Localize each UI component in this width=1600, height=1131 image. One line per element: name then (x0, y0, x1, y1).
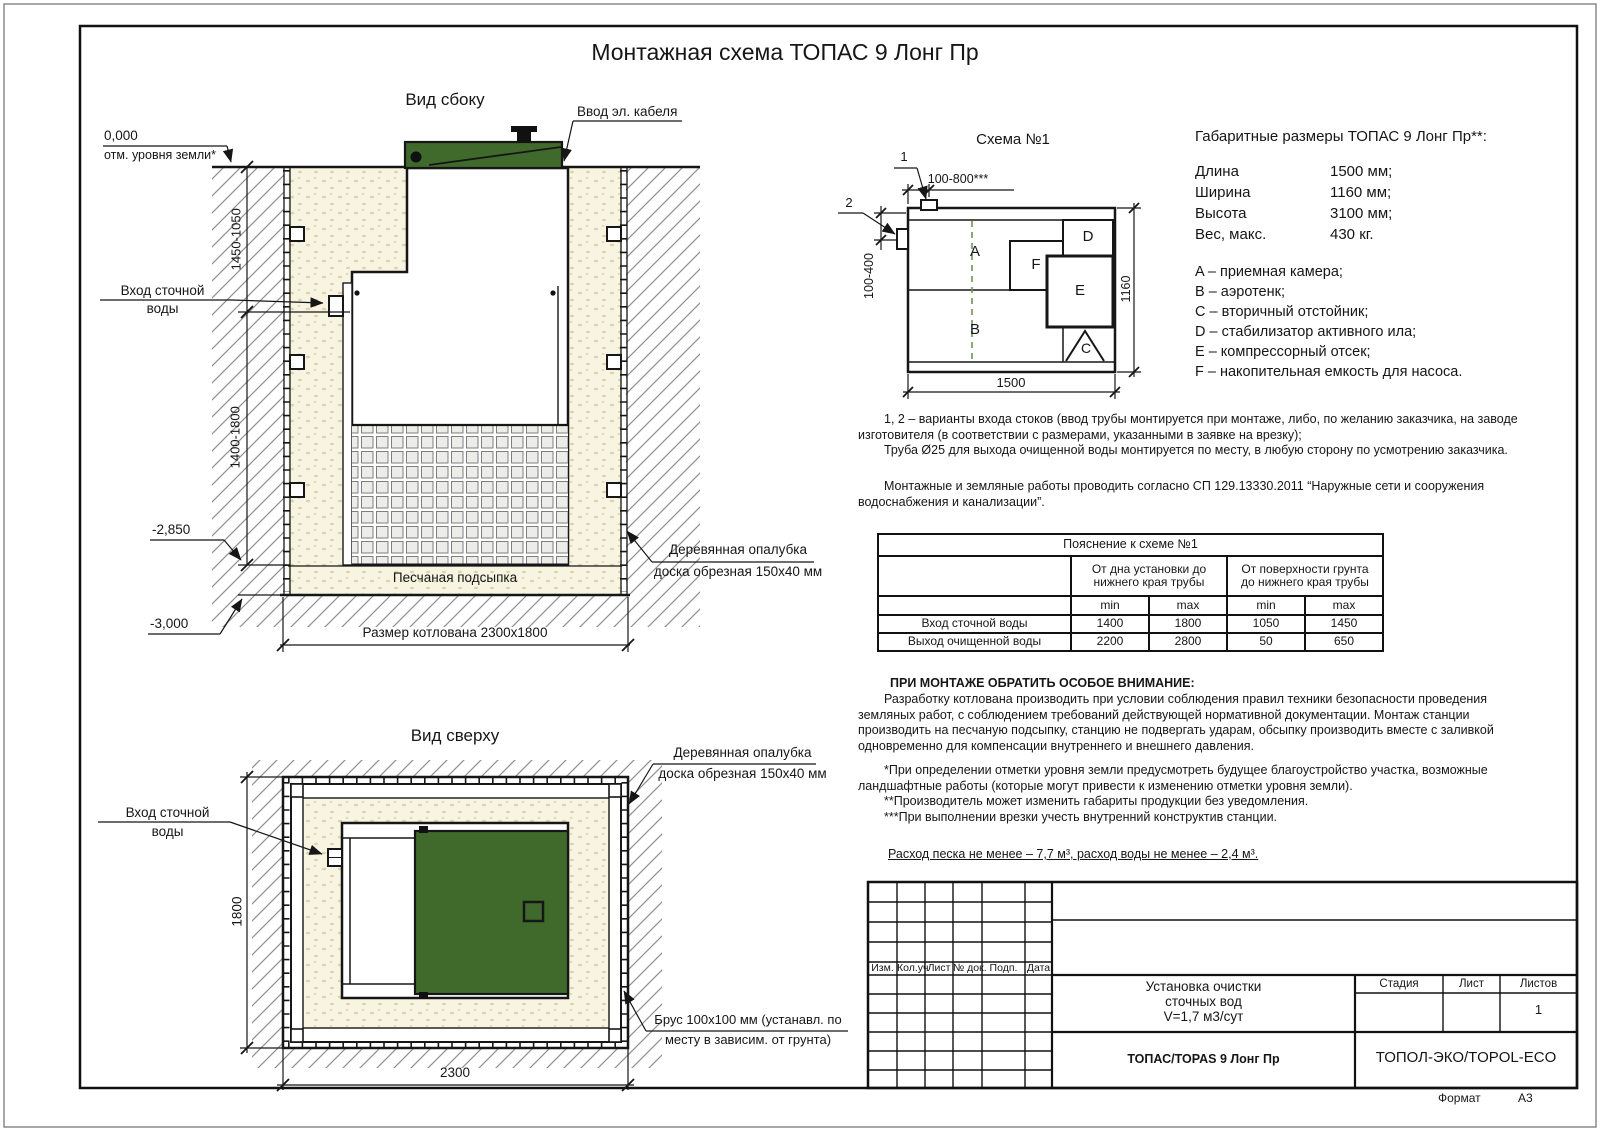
table-title: Пояснение к схеме №1 (878, 534, 1383, 556)
schema-explanation-table (877, 533, 1384, 652)
footnote-3: ***При выполнении врезки учесть внутренний конструктив станции. (884, 809, 1278, 824)
compartment-a: A (969, 243, 980, 260)
specs-heading: Габаритные размеры ТОПАС 9 Лонг Пр**: (1195, 128, 1487, 145)
stamp-col-ndok: № док. (953, 962, 987, 974)
footnotes (858, 763, 1540, 825)
legend-item-c: C – вторичный отстойник; (1195, 304, 1369, 320)
table-cell: 1050 (1227, 615, 1305, 633)
note-sp-standard (858, 479, 1540, 510)
beam-callout-line1: Брус 100х100 мм (устанавл. по (654, 1012, 842, 1027)
stamp-sheets-header: Листов (1519, 978, 1558, 990)
level-mark-pit-bottom: -3,000 (150, 616, 189, 631)
stamp-object-line2: сточных вод (1165, 994, 1242, 1009)
schema-caption: Схема №1 (976, 131, 1050, 148)
ground-mark-sub: отм. уровня земли* (104, 148, 217, 162)
table-cell: 1400 (1071, 615, 1149, 633)
table-row (878, 633, 1383, 651)
dim-label-100-400: 100-400 (862, 253, 876, 299)
compartment-b: B (969, 321, 980, 338)
attention-body (858, 692, 1540, 754)
bedding-label: Песчаная подсыпка (392, 570, 518, 585)
compartment-e: E (1074, 282, 1085, 299)
table-empty-cell (878, 556, 1071, 596)
schema-callout-2: 2 (845, 195, 853, 210)
ground-mark: 0,000 (104, 128, 138, 143)
level-mark-tank-bottom: -2,850 (152, 522, 191, 537)
formwork-callout-sv-line1: Деревянная опалубка (668, 542, 808, 557)
spec-value-width: 1160 мм; (1330, 184, 1392, 201)
table-max-header: max (1305, 596, 1383, 615)
table-cell: 2200 (1071, 633, 1149, 651)
table-cell: 1800 (1149, 615, 1227, 633)
spec-label-weight: Вес, макс. (1195, 226, 1267, 243)
table-row-label: Выход очищенной воды (878, 633, 1071, 651)
dim-label-1800: 1800 (229, 896, 245, 927)
compartment-d: D (1082, 228, 1094, 245)
dim-label-1160: 1160 (1119, 275, 1133, 303)
table-group-2 (1227, 556, 1383, 596)
note-para2: Монтажные и земляные работы проводить согласно СП 129.13330.2011 “Наружные сети и сооружения водоснабжения и канализации”. (858, 479, 1485, 509)
stamp-object-line3: V=1,7 м3/сут (1163, 1009, 1244, 1024)
footnote-2: **Производитель может изменить габариты продукции без уведомления. (884, 794, 1309, 808)
schema-drawing (838, 168, 1141, 399)
formwork-callout-sv-line2: доска обрезная 150х40 мм (653, 564, 823, 579)
spec-value-weight: 430 кг. (1330, 226, 1374, 243)
format-value: А3 (1518, 1091, 1533, 1105)
stamp-col-koluch: Кол.уч (897, 962, 929, 974)
table-cell: 650 (1305, 633, 1383, 651)
formwork-callout-tv-line1: Деревянная опалубка (673, 745, 812, 760)
stamp-col-list: Лист (927, 962, 951, 974)
cable-entry-callout: Ввод эл. кабеля (577, 104, 678, 119)
inlet-callout-tv-line1: Вход сточной (125, 805, 210, 820)
spec-label-length: Длина (1195, 163, 1239, 180)
table-min-header: min (1227, 596, 1305, 615)
formwork-callout-tv-line2: доска обрезная 150х40 мм (658, 766, 827, 781)
compartment-c: C (1080, 340, 1092, 356)
table-group-1-line2: нижнего края трубы (1093, 575, 1205, 589)
sand-consumption-note: Расход песка не менее – 7,7 м³, расход воды не менее – 2,4 м³. (888, 847, 1259, 861)
dim-label-depth-top: 1450-1050 (228, 208, 244, 271)
note-inlet-variants (858, 412, 1540, 459)
table-cell: 50 (1227, 633, 1305, 651)
dim-label-2300: 2300 (439, 1065, 471, 1080)
top-view-caption: Вид сверху (410, 726, 500, 745)
stamp-col-data: Дата (1026, 962, 1051, 974)
inlet-callout-line1: Вход сточной (120, 283, 205, 298)
attention-body-text: Разработку котлована производить при условии соблюдения правил техники безопасности проведения земляных работ, с соблюдением требований действующей нормативной документации. Монтаж станции производить на песчаную подсыпку, станцию не подвергать ударам, обсыпку производить вместе с заливкой одновременно для компенсации внутреннего и внешнего давления. (858, 692, 1494, 753)
beam-callout-line2: месту в зависим. от грунта) (664, 1032, 832, 1047)
table-row (878, 615, 1383, 633)
legend-item-f: F – накопительная емкость для насоса. (1195, 364, 1463, 380)
dim-label-depth-bottom: 1400-1800 (227, 406, 243, 469)
side-view-caption: Вид сбоку (405, 90, 485, 109)
note-para1a: 1, 2 – варианты входа стоков (ввод трубы монтируется при монтаже, либо, по желанию заказчика, на заводе изготовителя (в соответствии с размерами, указанными в заявке на врезку); (858, 412, 1518, 442)
table-group-2-line2: до нижнего края трубы (1241, 575, 1369, 589)
table-group-1-line1: От дна установки до (1091, 561, 1207, 576)
schema-callout-1: 1 (900, 149, 908, 164)
footnote-1: *При определении отметки уровня земли предусмотреть будущее благоустройство участка, возможные ландшафтные работы (которые могут привести к изменению отметки уровня земли). (858, 763, 1488, 793)
table-empty-cell (878, 596, 1071, 615)
stamp-object-line1: Установка очистки (1145, 979, 1262, 994)
table-row-label: Вход сточной воды (878, 615, 1071, 633)
spec-value-height: 3100 мм; (1330, 205, 1393, 222)
stamp-model: ТОПАС/TOPAS 9 Лонг Пр (1127, 1052, 1280, 1066)
legend-item-d: D – стабилизатор активного ила; (1195, 324, 1417, 340)
page-title: Монтажная схема ТОПАС 9 Лонг Пр (591, 39, 979, 65)
attention-heading: ПРИ МОНТАЖЕ ОБРАТИТЬ ОСОБОЕ ВНИМАНИЕ: (890, 676, 1195, 690)
spec-label-height: Высота (1195, 205, 1247, 222)
table-min-header: min (1071, 596, 1149, 615)
stamp-col-podp: Подп. (989, 962, 1018, 974)
table-cell: 1450 (1305, 615, 1383, 633)
compartment-f: F (1031, 256, 1041, 273)
dim-label-1500: 1500 (996, 375, 1026, 390)
stamp-sheets-value: 1 (1534, 1002, 1543, 1017)
legend-item-a: A – приемная камера; (1195, 264, 1343, 280)
stamp-company: ТОПОЛ-ЭКО/TOPOL-ECO (1375, 1049, 1557, 1066)
tank-lid (405, 126, 562, 168)
stamp-sheet-header: Лист (1459, 978, 1484, 990)
table-max-header: max (1149, 596, 1227, 615)
table-group-2-line1: От поверхности грунта (1241, 561, 1369, 576)
stamp-col-izm: Изм. (871, 962, 894, 974)
note-para1b: Труба Ø25 для выхода очищенной воды монтируется по месту, в любую сторону по усмотрению заказчика. (884, 443, 1508, 457)
inlet-callout-line2: воды (146, 301, 179, 316)
pit-size-label: Размер котлована 2300х1800 (362, 625, 548, 640)
spec-value-length: 1500 мм; (1330, 163, 1393, 180)
legend-item-b: B – аэротенк; (1195, 284, 1285, 300)
stamp-stage-header: Стадия (1379, 978, 1419, 990)
table-group-1 (1071, 556, 1227, 596)
format-label: Формат (1438, 1091, 1481, 1105)
legend-item-e: E – компрессорный отсек; (1195, 344, 1371, 360)
inlet-callout-tv-line2: воды (151, 824, 184, 839)
dim-label-100-800: 100-800*** (927, 172, 989, 186)
table-cell: 2800 (1149, 633, 1227, 651)
spec-label-width: Ширина (1195, 184, 1251, 201)
